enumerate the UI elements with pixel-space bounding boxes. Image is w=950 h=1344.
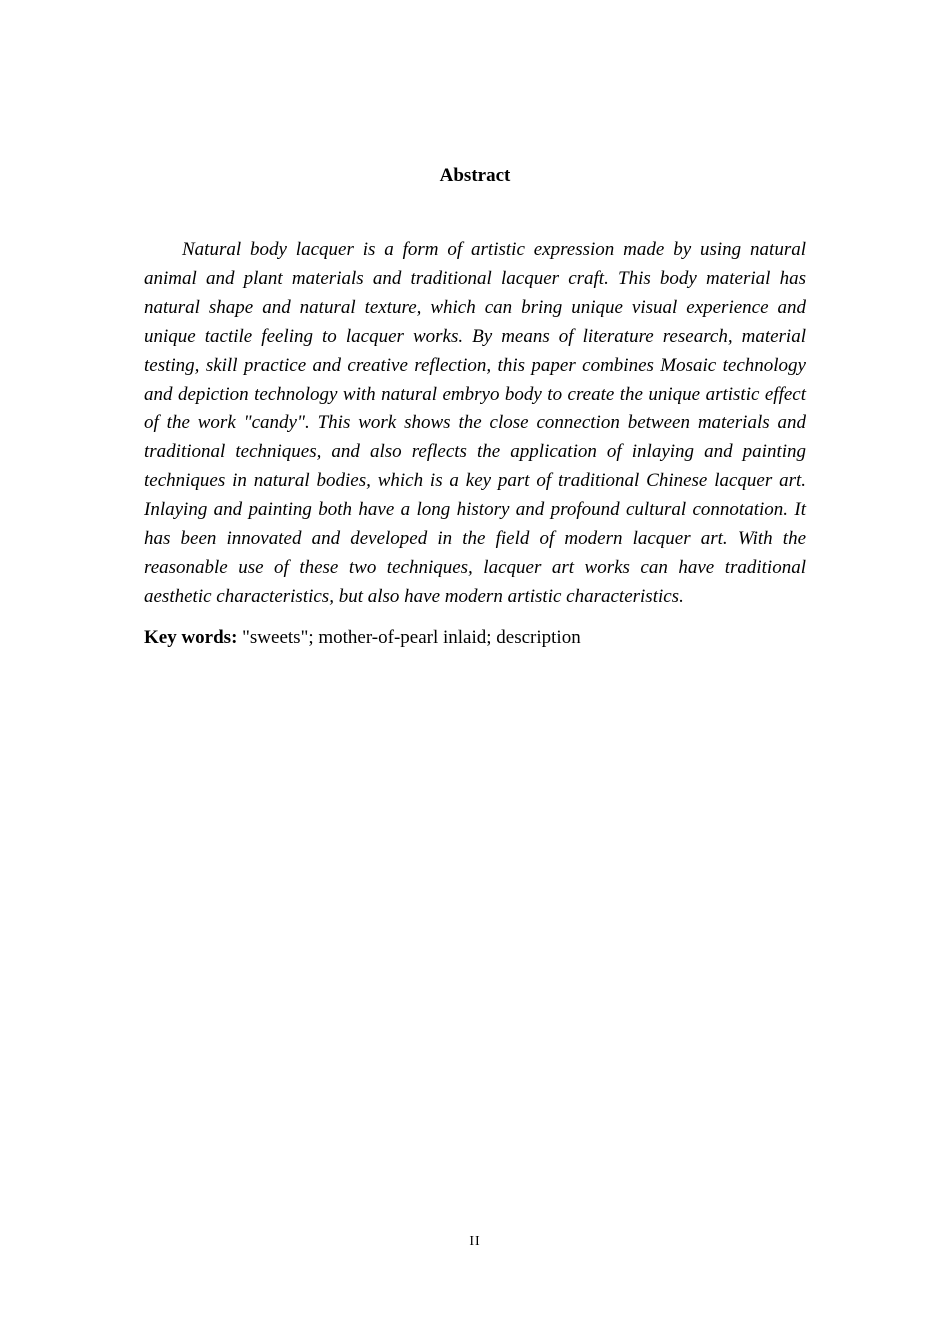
abstract-paragraph: Natural body lacquer is a form of artistic expression made by using natural animal and plant materials and traditional lacquer craft. This body material has natural shape and natural texture, which can bring unique visual experience and unique tactile feeling to lacquer works. By means of literature research, material testing, skill practice and creative reflection, this paper combines Mosaic technology and depiction technology with natural embryo body to create the unique artistic effect of the work "candy". This work shows the close connection between materials and traditional techniques, and also reflects the application of inlaying and painting techniques in natural bodies, which is a key part of traditional Chinese lacquer art. Inlaying and painting both have a long history and profound cultural connotation. It has been innovated and developed in the field of modern lacquer art. With the reasonable use of these two techniques, lacquer art works can have traditional aesthetic characteristics, but also have modern artistic characteristics. [144, 239, 806, 607]
keywords-label: Key words: [144, 627, 238, 648]
keywords-line [144, 624, 806, 652]
abstract-title: Abstract [439, 165, 511, 186]
keywords-text: "sweets"; mother-of-pearl inlaid; description [237, 627, 581, 648]
page-number: II [469, 1234, 481, 1249]
